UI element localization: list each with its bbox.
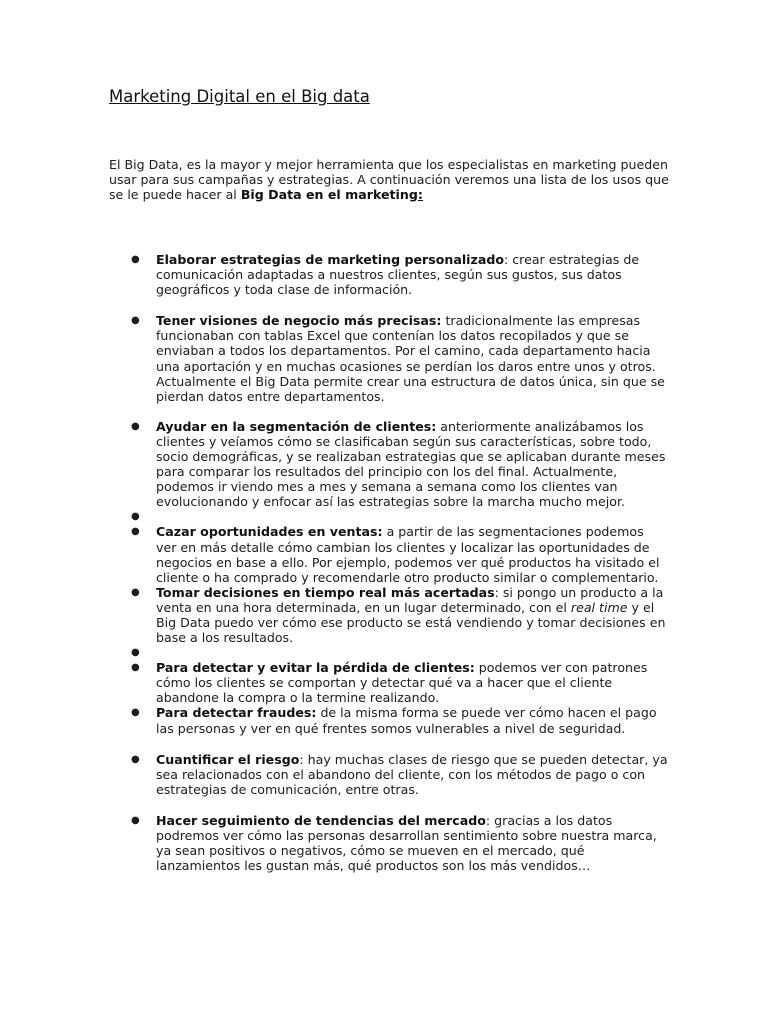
item-text: podemos ver con patrones cómo los clientes se comportan y detectar qué va a hacer que el cliente abandone la compra o la termine realizando. xyxy=(156,660,648,706)
item-bold-label: Tener visiones de negocio más precisas: xyxy=(156,313,442,329)
intro-tail: : xyxy=(417,187,423,203)
item-bold-label: Elaborar estrategias de marketing personalizado xyxy=(156,252,504,267)
item-text: a partir de las segmentaciones podemos ver en más detalle cómo cambian los clientes y localizar las oportunidades de negocios en base a ello. Por ejemplo, podemos ver qué productos ha visitado el cliente o ha comprado y recomendarle otro producto similar o complementario. xyxy=(156,524,660,585)
bullet-icon: ● xyxy=(131,707,140,719)
bullet-icon: ● xyxy=(131,254,140,265)
list-item xyxy=(0,524,668,584)
list-item xyxy=(0,252,668,297)
list-item xyxy=(0,313,668,404)
list-item xyxy=(0,705,668,735)
item-text: : hay muchas clases de riesgo que se pueden detectar, ya sea relacionados con el abandono del cliente, con los métodos de pago o con estrategias de comunicación, entre otras. xyxy=(156,751,668,797)
item-text: : si pongo un producto a la venta en una hora determinada, en un lugar determinado, con el xyxy=(156,584,664,615)
item-italic: real time xyxy=(570,599,628,615)
item-bold-label: Para detectar y evitar la pérdida de clientes: xyxy=(156,660,475,676)
item-bold-label: Para detectar fraudes: xyxy=(156,705,317,721)
uses-list xyxy=(0,252,768,873)
bullet-icon: ● xyxy=(131,586,140,598)
item-text: : gracias a los datos podremos ver cómo las personas desarrollan sentimiento sobre nuestra marca, ya sean positivos o negativos, cómo se mueven en el mercado, qué lanzamientos les gustan más, qué productos son los más vendidos… xyxy=(156,812,657,874)
item-bold-label: Cuantificar el riesgo xyxy=(156,751,300,767)
item-bold-label: Tomar decisiones en tiempo real más acertadas xyxy=(156,584,495,600)
intro-bold: Big Data en el marketing xyxy=(240,187,418,203)
list-item xyxy=(0,585,668,645)
bullet-icon: ● xyxy=(131,511,140,523)
item-text: : crear estrategias de comunicación adaptadas a nuestros clientes, según sus gustos, sus datos geográficos y toda clase de información. xyxy=(156,252,640,298)
bullet-icon: ● xyxy=(131,526,140,538)
item-bold-label: Hacer seguimiento de tendencias del mercado xyxy=(156,812,486,828)
list-item xyxy=(0,752,668,797)
item-text: de la misma forma se puede ver cómo hacen el pago las personas y ver en qué frentes somos vulnerables a nivel de seguridad. xyxy=(156,705,657,736)
list-item xyxy=(0,660,668,705)
bullet-icon: ● xyxy=(131,420,140,432)
bullet-icon: ● xyxy=(131,753,140,765)
item-bold-label: Cazar oportunidades en ventas: xyxy=(156,524,383,540)
intro-paragraph xyxy=(109,157,669,202)
item-text: tradicionalmente las empresas funcionaban con tablas Excel que contenían los datos recopilados y que se enviaban a todos los departamentos. Por el camino, cada departamento hacia una aportación y en muchas ocasiones se perdían los daros entre unos y otros. Actualmente el Big Data permite crear una estructura de datos única, sin que se pierdan datos entre departamentos. xyxy=(156,313,665,404)
bullet-icon: ● xyxy=(131,814,140,826)
item-text: y el Big Data puedo ver cómo ese producto se está vendiendo y tomar decisiones en base a los resultados. xyxy=(156,599,666,646)
list-item xyxy=(0,645,668,660)
list-item xyxy=(0,509,668,524)
list-item xyxy=(0,813,668,873)
bullet-icon: ● xyxy=(131,315,140,327)
list-item xyxy=(0,419,668,510)
item-bold-label: Ayudar en la segmentación de clientes: xyxy=(156,418,437,434)
page-title: Marketing Digital en el Big data xyxy=(109,87,370,106)
item-text: anteriormente analizábamos los clientes y veíamos cómo se clasificaban según sus características, sobre todo, socio demográficas, y se realizaban estrategias que se aplicaban durante meses para comparar los resultados del principio con los del final. Actualmente, podemos ir viendo mes a mes y semana a semana como los clientes van evolucionando y enfocar así las estrategias sobre la marcha mucho mejor. xyxy=(156,418,666,510)
bullet-icon: ● xyxy=(131,662,140,674)
bullet-icon: ● xyxy=(131,647,140,659)
intro-text: El Big Data, es la mayor y mejor herramienta que los especialistas en marketing pueden usar para sus campañas y estrategias. A continuación veremos una lista de los usos que se le puede hacer al xyxy=(109,157,669,203)
